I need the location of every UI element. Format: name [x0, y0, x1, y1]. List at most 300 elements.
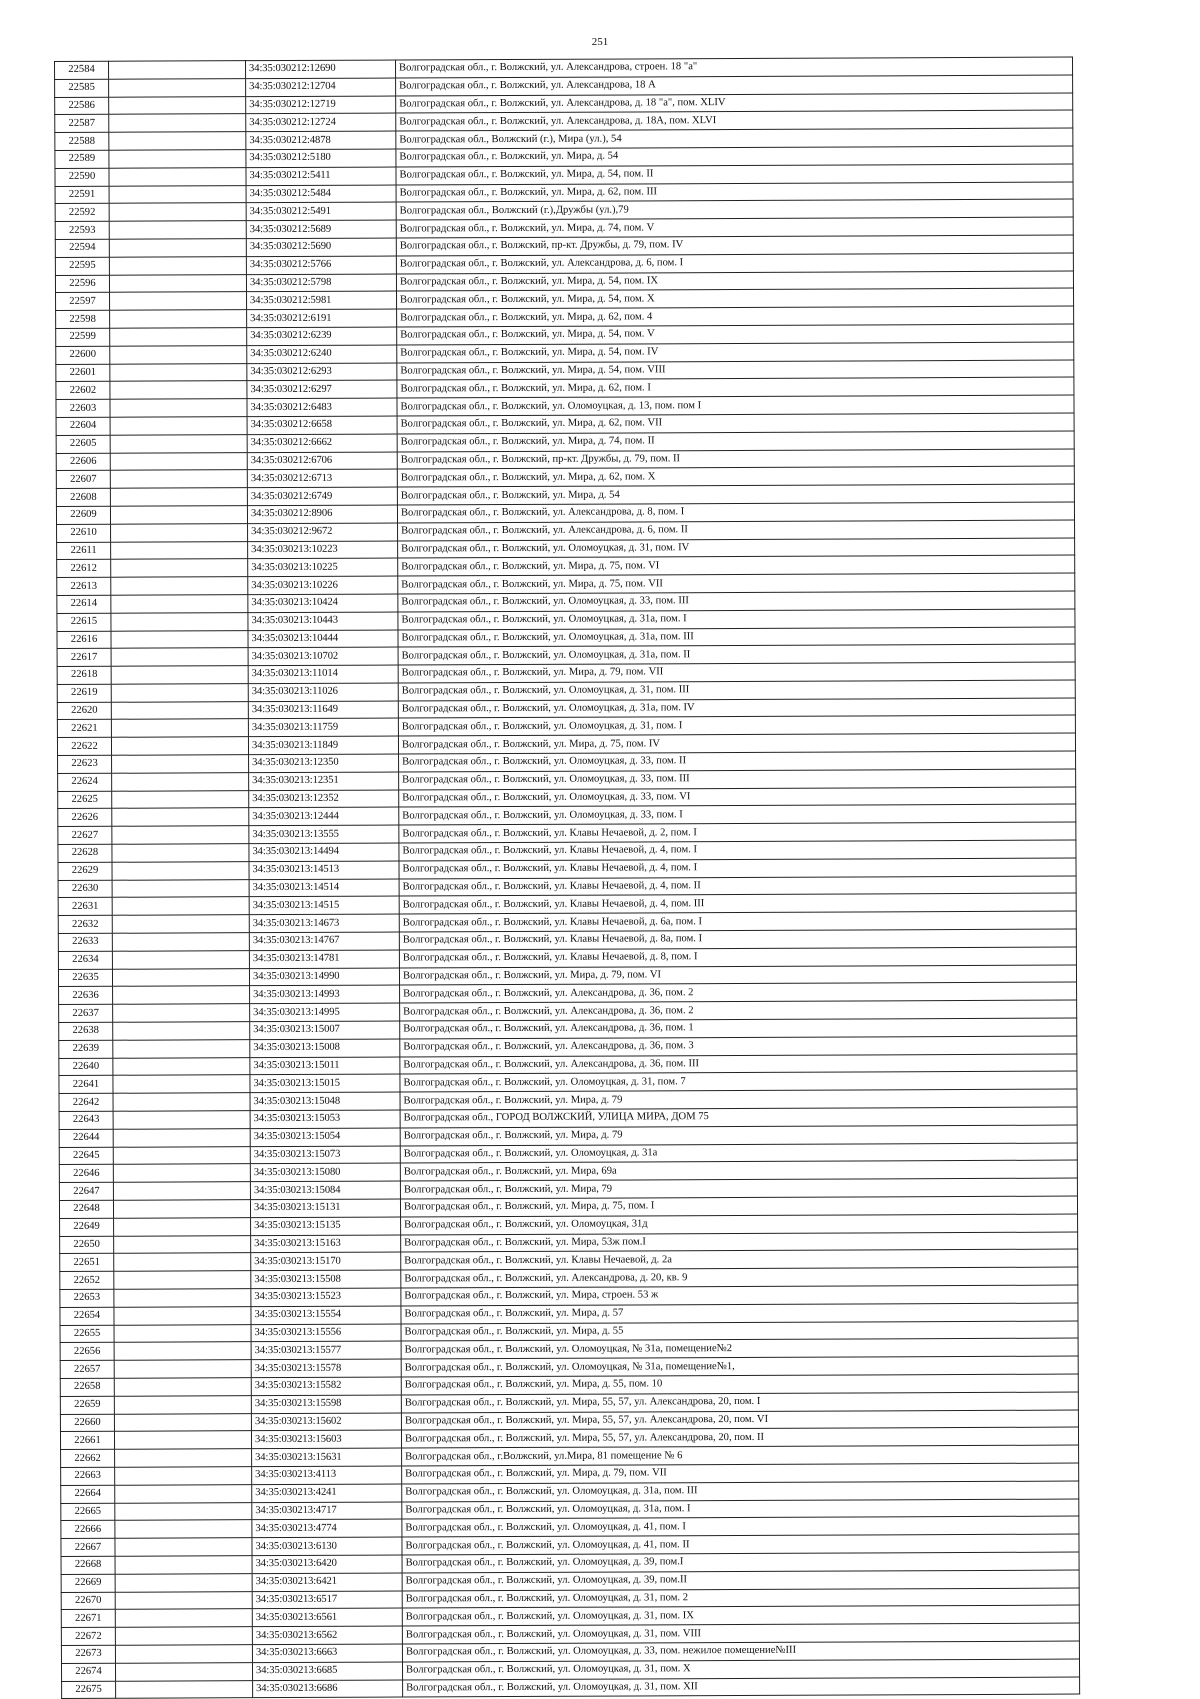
address-cell: Волгоградская обл., г. Волжский, ул. Оломоуцкая, д. 41, пом. I [402, 1516, 1079, 1537]
row-number-cell: 22604 [56, 417, 110, 435]
row-number-cell: 22673 [61, 1645, 115, 1663]
cadastral-number-cell: 34:35:030213:10443 [248, 612, 398, 630]
row-number-cell: 22644 [59, 1129, 113, 1147]
cadastral-number-cell: 34:35:030213:15008 [250, 1039, 400, 1057]
empty-cell [109, 185, 246, 203]
address-cell: Волгоградская обл., г. Волжский, ул. Оломоуцкая, д. 31а, пом. I [402, 1499, 1079, 1520]
row-number-cell: 22615 [57, 613, 111, 631]
empty-cell [114, 1271, 251, 1289]
address-cell: Волгоградская обл., г. Волжский, ул. Клавы Нечаевой, д. 4, пом. II [399, 876, 1076, 897]
row-number-cell: 22635 [58, 969, 112, 987]
address-cell: Волгоградская обл., г. Волжский, ул. Клавы Нечаевой, д. 4, пом. III [399, 894, 1076, 915]
address-cell: Волгоградская обл., г. Волжский, ул. Оломоуцкая, д. 31, пом. 7 [400, 1071, 1077, 1092]
cadastral-number-cell: 34:35:030213:14673 [249, 914, 399, 932]
cadastral-number-cell: 34:35:030212:5798 [246, 274, 396, 292]
cadastral-number-cell: 34:35:030213:14995 [250, 1003, 400, 1021]
empty-cell [114, 1342, 251, 1360]
address-cell: Волгоградская обл., г. Волжский, ул. Александрова, д. 6, пом. II [398, 520, 1075, 541]
empty-cell [111, 737, 248, 755]
address-cell: Волгоградская обл., г. Волжский, ул. Мира, д. 74, пом. V [396, 217, 1073, 238]
address-cell: Волгоградская обл., г. Волжский, ул. Мира, д. 54, пом. IV [397, 342, 1074, 363]
address-cell: Волгоградская обл., г. Волжский, ул. Оломоуцкая, д. 31, пом. XII [403, 1677, 1080, 1698]
row-number-cell: 22664 [61, 1485, 115, 1503]
row-number-cell: 22675 [62, 1681, 116, 1699]
row-number-cell: 22667 [61, 1538, 115, 1556]
cadastral-number-cell: 34:35:030213:6561 [252, 1608, 402, 1626]
address-cell: Волгоградская обл., г. Волжский, ул. Александрова, д. 36, пом. 3 [400, 1036, 1077, 1057]
cadastral-number-cell: 34:35:030213:4241 [252, 1484, 402, 1502]
address-cell: Волгоградская обл., г. Волжский, ул. Оломоуцкая, д. 31, пом. 2 [402, 1588, 1079, 1609]
cadastral-number-cell: 34:35:030213:15048 [250, 1092, 400, 1110]
empty-cell [113, 1182, 250, 1200]
cadastral-number-cell: 34:35:030213:15084 [250, 1181, 400, 1199]
address-cell: Волгоградская обл., г. Волжский, ул. Клавы Нечаевой, д. 8а, пом. I [399, 929, 1076, 950]
row-number-cell: 22655 [60, 1325, 114, 1343]
cadastral-number-cell: 34:35:030212:5180 [246, 149, 396, 167]
address-cell: Волгоградская обл., г. Волжский, ул. Оломоуцкая, д. 31а, пом. I [398, 609, 1075, 630]
row-number-cell: 22587 [55, 115, 109, 133]
empty-cell [115, 1591, 252, 1609]
empty-cell [115, 1502, 252, 1520]
row-number-cell: 22643 [59, 1111, 113, 1129]
address-cell: Волгоградская обл., г. Волжский, пр-кт. Дружбы, д. 79, пом. II [397, 449, 1074, 470]
row-number-cell: 22605 [56, 435, 110, 453]
empty-cell [110, 363, 247, 381]
row-number-cell: 22660 [60, 1414, 114, 1432]
row-number-cell: 22647 [59, 1182, 113, 1200]
empty-cell [109, 167, 246, 185]
row-number-cell: 22659 [60, 1396, 114, 1414]
address-cell: Волгоградская обл., г. Волжский, ул. Оломоуцкая, д. 31а [400, 1143, 1077, 1164]
row-number-cell: 22651 [60, 1254, 114, 1272]
empty-cell [110, 488, 247, 506]
row-number-cell: 22593 [55, 221, 109, 239]
address-cell: Волгоградская обл., г. Волжский, ул. Клавы Нечаевой, д. 6а, пом. I [399, 911, 1076, 932]
empty-cell [115, 1573, 252, 1591]
cadastral-number-cell: 34:35:030213:15080 [250, 1163, 400, 1181]
cadastral-number-cell: 34:35:030212:6749 [247, 487, 397, 505]
cadastral-number-cell: 34:35:030213:15556 [251, 1324, 401, 1342]
address-cell: Волгоградская обл., г. Волжский, ул. Оломоуцкая, д. 33, пом. II [399, 751, 1076, 772]
row-number-cell: 22650 [60, 1236, 114, 1254]
cadastral-number-cell: 34:35:030213:11649 [248, 701, 398, 719]
row-number-cell: 22586 [55, 97, 109, 115]
cadastral-number-cell: 34:35:030213:15554 [251, 1306, 401, 1324]
row-number-cell: 22625 [58, 791, 112, 809]
empty-cell [113, 1075, 250, 1093]
cadastral-number-cell: 34:35:030213:6420 [252, 1555, 402, 1573]
cadastral-number-cell: 34:35:030212:5766 [246, 256, 396, 274]
address-cell: Волгоградская обл., г. Волжский, ул. Мира, д. 62, пом. I [397, 377, 1074, 398]
cadastral-number-cell: 34:35:030213:10226 [248, 576, 398, 594]
empty-cell [110, 434, 247, 452]
empty-cell [114, 1395, 251, 1413]
empty-cell [115, 1520, 252, 1538]
empty-cell [110, 470, 247, 488]
empty-cell [111, 719, 248, 737]
empty-cell [111, 523, 248, 541]
row-number-cell: 22610 [57, 524, 111, 542]
address-cell: Волгоградская обл., г. Волжский, ул. Мира, д. 75, пом. VII [398, 573, 1075, 594]
row-number-cell: 22598 [56, 310, 110, 328]
row-number-cell: 22642 [59, 1093, 113, 1111]
cadastral-number-cell: 34:35:030213:4774 [252, 1519, 402, 1537]
row-number-cell: 22653 [60, 1289, 114, 1307]
row-number-cell: 22622 [57, 738, 111, 756]
row-number-cell: 22585 [55, 79, 109, 97]
address-cell: Волгоградская обл., г. Волжский, ул. Оломоуцкая, д. 41, пом. II [402, 1534, 1079, 1555]
address-cell: Волгоградская обл., г. Волжский, ул. Оломоуцкая, д. 33, пом. VI [399, 787, 1076, 808]
row-number-cell: 22614 [57, 595, 111, 613]
empty-cell [110, 310, 247, 328]
row-number-cell: 22657 [60, 1360, 114, 1378]
registry-table [54, 57, 1080, 1699]
empty-cell [113, 1039, 250, 1057]
row-number-cell: 22619 [57, 684, 111, 702]
empty-cell [109, 150, 246, 168]
address-cell: Волгоградская обл., г. Волжский, ул. Мира, 55, 57, ул. Александрова, 20, пом. VI [401, 1410, 1078, 1431]
empty-cell [109, 78, 246, 96]
row-number-cell: 22592 [55, 204, 109, 222]
cadastral-number-cell: 34:35:030213:14993 [250, 985, 400, 1003]
address-cell: Волгоградская обл., г. Волжский, ул. Александрова, д. 20, кв. 9 [401, 1267, 1078, 1288]
empty-cell [113, 1164, 250, 1182]
cadastral-number-cell: 34:35:030213:15131 [250, 1199, 400, 1217]
row-number-cell: 22623 [58, 755, 112, 773]
row-number-cell: 22591 [55, 186, 109, 204]
cadastral-number-cell: 34:35:030213:11026 [248, 683, 398, 701]
row-number-cell: 22637 [59, 1004, 113, 1022]
address-cell: Волгоградская обл., г. Волжский, ул. Клавы Нечаевой, д. 2, пом. I [399, 822, 1076, 843]
empty-cell [109, 132, 246, 150]
cadastral-number-cell: 34:35:030213:10444 [248, 630, 398, 648]
empty-cell [112, 968, 249, 986]
cadastral-number-cell: 34:35:030212:5981 [247, 291, 397, 309]
address-cell: Волгоградская обл., г. Волжский, ул. Мира, д. 54, пом. V [397, 324, 1074, 345]
cadastral-number-cell: 34:35:030213:11014 [248, 665, 398, 683]
address-cell: Волгоградская обл., г. Волжский, ул. Мира, д. 55, пом. 10 [401, 1374, 1078, 1395]
row-number-cell: 22665 [61, 1503, 115, 1521]
empty-cell [112, 933, 249, 951]
address-cell: Волгоградская обл., г. Волжский, ул. Оломоуцкая, д. 31, пом. I [398, 716, 1075, 737]
empty-cell [115, 1467, 252, 1485]
address-cell: Волгоградская обл., ГОРОД ВОЛЖСКИЙ, УЛИЦА МИРА, ДОМ 75 [400, 1107, 1077, 1128]
address-cell: Волгоградская обл., г. Волжский, ул. Мира, д. 57 [401, 1303, 1078, 1324]
cadastral-number-cell: 34:35:030212:5484 [246, 185, 396, 203]
empty-cell [110, 506, 247, 524]
row-number-cell: 22621 [57, 720, 111, 738]
empty-cell [114, 1253, 251, 1271]
cadastral-number-cell: 34:35:030212:6658 [247, 416, 397, 434]
cadastral-number-cell: 34:35:030213:15053 [250, 1110, 400, 1128]
address-cell: Волгоградская обл., г. Волжский, ул. Мира, 55, 57, ул. Александрова, 20, пом. II [401, 1427, 1078, 1448]
row-number-cell: 22634 [58, 951, 112, 969]
row-number-cell: 22641 [59, 1076, 113, 1094]
cadastral-number-cell: 34:35:030212:6483 [247, 398, 397, 416]
cadastral-number-cell: 34:35:030213:14781 [249, 950, 399, 968]
empty-cell [115, 1449, 252, 1467]
row-number-cell: 22612 [57, 560, 111, 578]
row-number-cell: 22607 [56, 471, 110, 489]
empty-cell [113, 1004, 250, 1022]
address-cell: Волгоградская обл., г. Волжский, ул. Клавы Нечаевой, д. 8, пом. I [399, 947, 1076, 968]
cadastral-number-cell: 34:35:030213:6663 [252, 1644, 402, 1662]
address-cell: Волгоградская обл., г. Волжский, ул. Оломоуцкая, № 31а, помещение№1, [401, 1356, 1078, 1377]
cadastral-number-cell: 34:35:030212:12690 [246, 60, 396, 78]
address-cell: Волгоградская обл., г. Волжский, ул. Оломоуцкая, № 31а, помещение№2 [401, 1338, 1078, 1359]
address-cell: Волгоградская обл., г. Волжский, ул. Мира, д. 79, пом. VI [399, 965, 1076, 986]
row-number-cell: 22646 [59, 1165, 113, 1183]
row-number-cell: 22668 [61, 1556, 115, 1574]
address-cell: Волгоградская обл., г. Волжский, ул. Оломоуцкая, д. 31, пом. X [402, 1659, 1079, 1680]
row-number-cell: 22662 [61, 1449, 115, 1467]
cadastral-number-cell: 34:35:030213:6562 [252, 1626, 402, 1644]
empty-cell [114, 1324, 251, 1342]
cadastral-number-cell: 34:35:030213:14767 [249, 932, 399, 950]
empty-cell [109, 239, 246, 257]
empty-cell [111, 595, 248, 613]
row-number-cell: 22632 [58, 916, 112, 934]
cadastral-number-cell: 34:35:030213:15577 [251, 1341, 401, 1359]
row-number-cell: 22629 [58, 862, 112, 880]
cadastral-number-cell: 34:35:030212:6662 [247, 434, 397, 452]
row-number-cell: 22611 [57, 542, 111, 560]
cadastral-number-cell: 34:35:030213:15578 [251, 1359, 401, 1377]
row-number-cell: 22597 [56, 293, 110, 311]
address-cell: Волгоградская обл., г. Волжский, ул. Мира, д. 54, пом. X [397, 288, 1074, 309]
cadastral-number-cell: 34:35:030213:10424 [248, 594, 398, 612]
address-cell: Волгоградская обл., г. Волжский, ул. Александрова, д. 36, пом. 2 [400, 982, 1077, 1003]
cadastral-number-cell: 34:35:030213:12352 [249, 790, 399, 808]
cadastral-number-cell: 34:35:030213:4113 [252, 1466, 402, 1484]
cadastral-number-cell: 34:35:030213:14494 [249, 843, 399, 861]
address-cell: Волгоградская обл., г. Волжский, ул. Оломоуцкая, д. 13, пом. пом I [397, 395, 1074, 416]
empty-cell [113, 1128, 250, 1146]
row-number-cell: 22631 [58, 898, 112, 916]
row-number-cell: 22639 [59, 1040, 113, 1058]
address-cell: Волгоградская обл., г. Волжский, ул. Мира, д. 54, пом. II [396, 164, 1073, 185]
cadastral-number-cell: 34:35:030213:12444 [249, 807, 399, 825]
address-cell: Волгоградская обл., г. Волжский, ул. Оломоуцкая, д. 31а, пом. IV [398, 698, 1075, 719]
cadastral-number-cell: 34:35:030212:12724 [246, 113, 396, 131]
cadastral-number-cell: 34:35:030212:6713 [247, 469, 397, 487]
address-cell: Волгоградская обл., г. Волжский, ул. Александрова, д. 36, пом. III [400, 1054, 1077, 1075]
row-number-cell: 22595 [55, 257, 109, 275]
address-cell: Волгоградская обл., г. Волжский, ул. Мира, д. 62, пом. VII [397, 413, 1074, 434]
empty-cell [111, 630, 248, 648]
empty-cell [115, 1645, 252, 1663]
row-number-cell: 22620 [57, 702, 111, 720]
cadastral-number-cell: 34:35:030213:15011 [250, 1057, 400, 1075]
cadastral-number-cell: 34:35:030213:10223 [248, 541, 398, 559]
cadastral-number-cell: 34:35:030213:12351 [249, 772, 399, 790]
empty-cell [111, 541, 248, 559]
cadastral-number-cell: 34:35:030213:15170 [251, 1252, 401, 1270]
empty-cell [111, 648, 248, 666]
address-cell: Волгоградская обл., г. Волжский, ул. Мира, д. 79 [400, 1089, 1077, 1110]
empty-cell [114, 1378, 251, 1396]
cadastral-number-cell: 34:35:030212:9672 [248, 523, 398, 541]
empty-cell [110, 328, 247, 346]
empty-cell [111, 577, 248, 595]
row-number-cell: 22617 [57, 649, 111, 667]
empty-cell [109, 61, 246, 79]
empty-cell [115, 1538, 252, 1556]
cadastral-number-cell: 34:35:030212:6293 [247, 363, 397, 381]
empty-cell [111, 684, 248, 702]
row-number-cell: 22654 [60, 1307, 114, 1325]
cadastral-number-cell: 34:35:030213:15582 [251, 1377, 401, 1395]
address-cell: Волгоградская обл., г. Волжский, ул. Оломоуцкая, д. 39, пом.I [402, 1552, 1079, 1573]
address-cell: Волгоградская обл., г. Волжский, ул. Мира, д. 62, пом. X [397, 466, 1074, 487]
empty-cell [112, 897, 249, 915]
address-cell: Волгоградская обл., г. Волжский, ул. Оломоуцкая, д. 31, пом. IV [398, 538, 1075, 559]
address-cell: Волгоградская обл., г. Волжский, ул. Мира, д. 75, пом. IV [398, 733, 1075, 754]
address-cell: Волгоградская обл., г. Волжский, ул. Александрова, д. 8, пом. I [397, 502, 1074, 523]
cadastral-number-cell: 34:35:030213:14513 [249, 861, 399, 879]
empty-cell [115, 1484, 252, 1502]
row-number-cell: 22627 [58, 827, 112, 845]
address-cell: Волгоградская обл., г. Волжский, ул. Александрова, д. 18А, пом. XLVI [396, 110, 1073, 131]
row-number-cell: 22672 [61, 1627, 115, 1645]
cadastral-number-cell: 34:35:030213:14514 [249, 879, 399, 897]
cadastral-number-cell: 34:35:030213:15015 [250, 1074, 400, 1092]
cadastral-number-cell: 34:35:030212:6240 [247, 345, 397, 363]
address-cell: Волгоградская обл., г. Волжский, пр-кт. Дружбы, д. 79, пом. IV [396, 235, 1073, 256]
row-number-cell: 22626 [58, 809, 112, 827]
empty-cell [115, 1556, 252, 1574]
cadastral-number-cell: 34:35:030213:14990 [249, 968, 399, 986]
address-cell: Волгоградская обл., г. Волжский, ул. Мира, д. 79 [400, 1125, 1077, 1146]
row-number-cell: 22609 [56, 506, 110, 524]
cadastral-number-cell: 34:35:030212:4878 [246, 131, 396, 149]
empty-cell [111, 612, 248, 630]
empty-cell [116, 1680, 253, 1698]
address-cell: Волгоградская обл., г. Волжский, ул. Александрова, 18 А [396, 75, 1073, 96]
empty-cell [110, 452, 247, 470]
empty-cell [113, 1111, 250, 1129]
cadastral-number-cell: 34:35:030213:13555 [249, 825, 399, 843]
address-cell: Волгоградская обл., г. Волжский, ул. Мира, д. 79, пом. VII [398, 662, 1075, 683]
address-cell: Волгоградская обл., г. Волжский, ул. Александрова, строен. 18 "а" [395, 57, 1072, 78]
address-cell: Волгоградская обл., г. Волжский, ул. Мира, д. 55 [401, 1321, 1078, 1342]
row-number-cell: 22589 [55, 150, 109, 168]
address-cell: Волгоградская обл., г. Волжский, ул. Оломоуцкая, д. 31а, пом. III [398, 627, 1075, 648]
cadastral-number-cell: 34:35:030213:6130 [252, 1537, 402, 1555]
row-number-cell: 22649 [60, 1218, 114, 1236]
empty-cell [115, 1609, 252, 1627]
row-number-cell: 22590 [55, 168, 109, 186]
address-cell: Волгоградская обл., г. Волжский, ул. Оломоуцкая, д. 31а, пом. II [398, 644, 1075, 665]
empty-cell [110, 381, 247, 399]
row-number-cell: 22618 [57, 666, 111, 684]
page-number: 251 [591, 36, 609, 48]
address-cell: Волгоградская обл., г. Волжский, ул. Мира, 69а [400, 1160, 1077, 1181]
row-number-cell: 22633 [58, 933, 112, 951]
empty-cell [112, 808, 249, 826]
row-number-cell: 22603 [56, 399, 110, 417]
address-cell: Волгоградская обл., г. Волжский, ул. Мира, д. 75, пом. I [400, 1196, 1077, 1217]
row-number-cell: 22616 [57, 631, 111, 649]
empty-cell [109, 203, 246, 221]
address-cell: Волгоградская обл., г. Волжский, ул. Оломоуцкая, д. 31а, пом. III [402, 1481, 1079, 1502]
cadastral-number-cell: 34:35:030213:10702 [248, 647, 398, 665]
address-cell: Волгоградская обл., г. Волжский, ул. Мира, д. 62, пом. III [396, 182, 1073, 203]
cadastral-number-cell: 34:35:030212:5689 [246, 220, 396, 238]
empty-cell [110, 399, 247, 417]
address-cell: Волгоградская обл., г. Волжский, ул. Мира, строен. 53 ж [401, 1285, 1078, 1306]
row-number-cell: 22613 [57, 577, 111, 595]
row-number-cell: 22661 [60, 1432, 114, 1450]
address-cell: Волгоградская обл., г. Волжский, ул. Мира, д. 54 [396, 146, 1073, 167]
cadastral-number-cell: 34:35:030213:12350 [249, 754, 399, 772]
row-number-cell: 22663 [61, 1467, 115, 1485]
address-cell: Волгоградская обл., г. Волжский, ул. Оломоуцкая, д. 39, пом.II [402, 1570, 1079, 1591]
empty-cell [114, 1360, 251, 1378]
empty-cell [111, 559, 248, 577]
empty-cell [112, 844, 249, 862]
cadastral-number-cell: 34:35:030213:6517 [252, 1591, 402, 1609]
address-cell: Волгоградская обл., г. Волжский, ул. Мира, 55, 57, ул. Александрова, 20, пом. I [401, 1392, 1078, 1413]
row-number-cell: 22594 [55, 239, 109, 257]
empty-cell [114, 1217, 251, 1235]
row-number-cell: 22656 [60, 1343, 114, 1361]
address-cell: Волгоградская обл., г. Волжский, ул. Мира, д. 54, пом. VIII [397, 360, 1074, 381]
row-number-cell: 22640 [59, 1058, 113, 1076]
address-cell: Волгоградская обл., г. Волжский, ул. Оломоуцкая, д. 31, пом. IX [402, 1605, 1079, 1626]
empty-cell [113, 1146, 250, 1164]
row-number-cell: 22608 [56, 488, 110, 506]
row-number-cell: 22666 [61, 1521, 115, 1539]
address-cell: Волгоградская обл., г. Волжский, ул. Оломоуцкая, д. 33, пом. нежилое помещение№III [402, 1641, 1079, 1662]
address-cell: Волгоградская обл., г. Волжский, ул. Мира, 79 [400, 1178, 1077, 1199]
address-cell: Волгоградская обл., г. Волжский, ул. Мира, 53ж пом.I [401, 1232, 1078, 1253]
empty-cell [113, 1093, 250, 1111]
empty-cell [111, 701, 248, 719]
empty-cell [113, 1200, 250, 1218]
cadastral-number-cell: 34:35:030213:15163 [251, 1235, 401, 1253]
empty-cell [109, 114, 246, 132]
empty-cell [111, 666, 248, 684]
row-number-cell: 22596 [55, 275, 109, 293]
empty-cell [113, 1057, 250, 1075]
cadastral-number-cell: 34:35:030213:15602 [251, 1413, 401, 1431]
address-cell: Волгоградская обл., г. Волжский, ул. Оломоуцкая, д. 33, пом. I [399, 805, 1076, 826]
empty-cell [112, 879, 249, 897]
row-number-cell: 22652 [60, 1271, 114, 1289]
address-cell: Волгоградская обл., г. Волжский, ул. Оломоуцкая, 31д [401, 1214, 1078, 1235]
cadastral-number-cell: 34:35:030212:5690 [246, 238, 396, 256]
row-number-cell: 22624 [58, 773, 112, 791]
cadastral-number-cell: 34:35:030212:12719 [246, 96, 396, 114]
empty-cell [110, 417, 247, 435]
row-number-cell: 22648 [59, 1200, 113, 1218]
address-cell: Волгоградская обл., г.Волжский, ул.Мира, 81 помещение № 6 [402, 1445, 1079, 1466]
empty-cell [112, 755, 249, 773]
empty-cell [109, 221, 246, 239]
empty-cell [112, 826, 249, 844]
row-number-cell: 22669 [61, 1574, 115, 1592]
empty-cell [114, 1431, 251, 1449]
row-number-cell: 22601 [56, 364, 110, 382]
empty-cell [114, 1306, 251, 1324]
row-number-cell: 22606 [56, 453, 110, 471]
empty-cell [114, 1413, 251, 1431]
row-number-cell: 22602 [56, 382, 110, 400]
cadastral-number-cell: 34:35:030212:6239 [247, 327, 397, 345]
address-cell: Волгоградская обл., г. Волжский, ул. Мира, д. 79, пом. VII [402, 1463, 1079, 1484]
cadastral-number-cell: 34:35:030212:5411 [246, 167, 396, 185]
